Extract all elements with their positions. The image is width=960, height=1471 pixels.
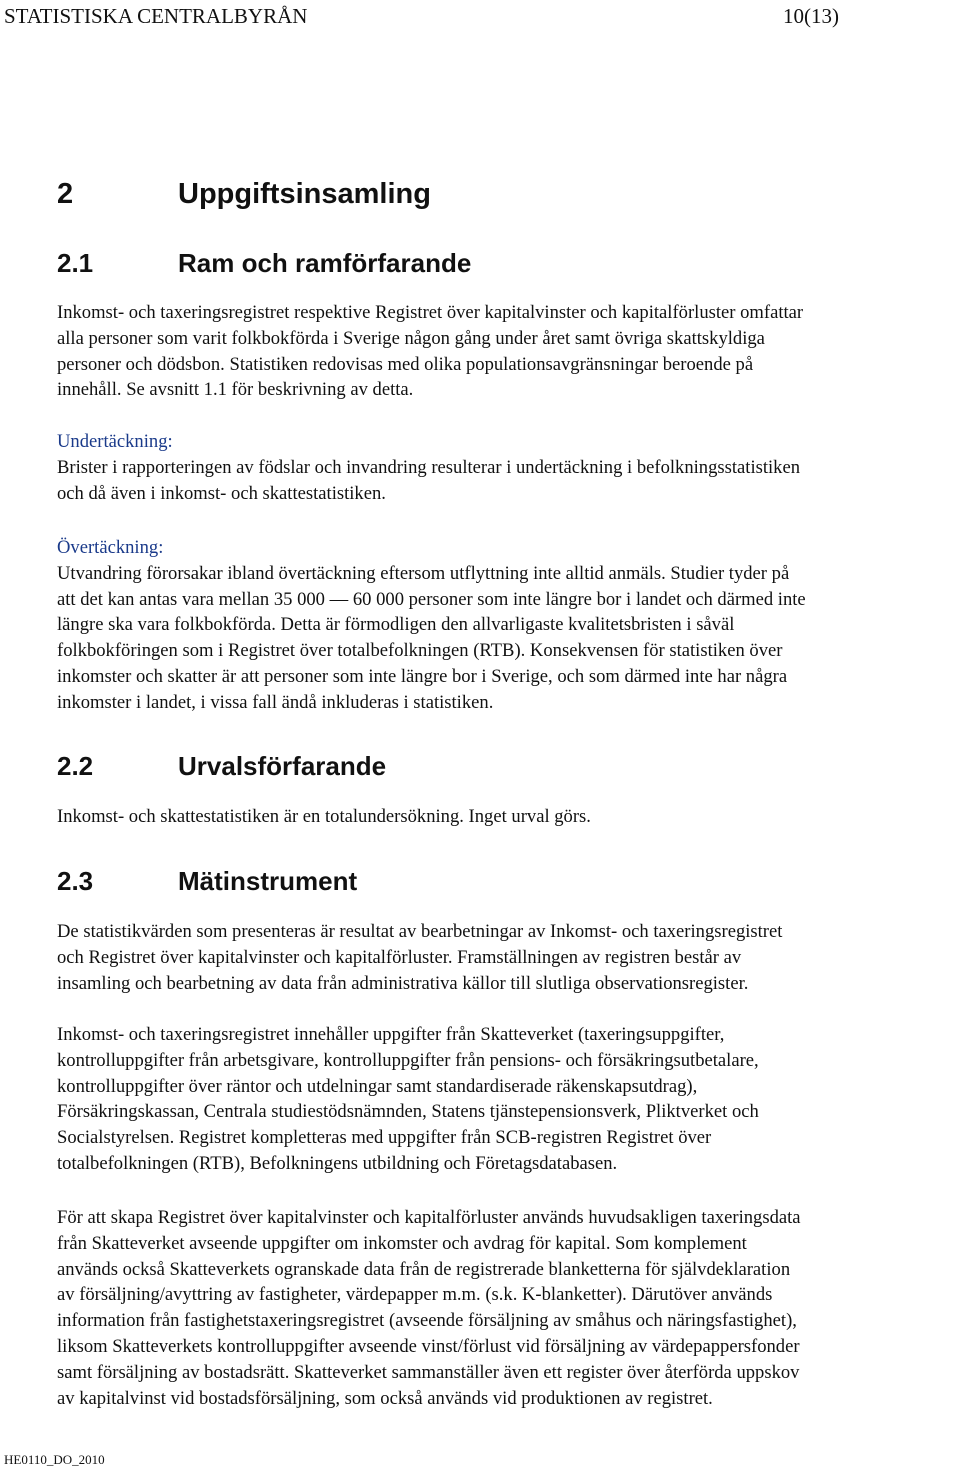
section-2-2-paragraph	[57, 804, 957, 830]
section-2-3-paragraph-3	[57, 1205, 957, 1411]
paragraph-line: av kapitalvinst vid bostadsförsäljning, som också används vid produktionen av registret.	[57, 1387, 713, 1409]
section-2-1-heading	[57, 248, 471, 279]
paragraph-line: av försäljning/avyttring av fastigheter, värdepapper m.m. (s.k. K-blanketter). Därutöver används	[57, 1284, 773, 1306]
overtackning-block	[57, 535, 957, 716]
section-2-2-number: 2.2	[57, 751, 94, 781]
paragraph-line: att det kan antas vara mellan 35 000 — 60 000 personer som inte längre bor i landet och därmed inte	[57, 588, 806, 610]
section-2-1-number: 2.1	[57, 248, 94, 278]
section-2-2-title: Urvalsförfarande	[178, 751, 387, 781]
section-2-heading	[57, 178, 431, 211]
paragraph-line: För att skapa Registret över kapitalvinster och kapitalförluster används huvudsakligen taxeringsdata	[57, 1207, 801, 1228]
section-2-number: 2	[57, 178, 74, 210]
paragraph-line: används också Skatteverkets ogranskade data från de registrerade blanketterna för självdeklaration	[57, 1258, 791, 1280]
document-code-footer: HE0110_DO_2010	[4, 1452, 105, 1467]
paragraph-line: Inkomst- och taxeringsregistret innehåller uppgifter från Skatteverket (taxeringsuppgifter,	[57, 1024, 725, 1045]
organization-header: STATISTISKA CENTRALBYRÅN	[4, 4, 308, 28]
paragraph-line: Försäkringskassan, Centrala studiestödsnämnden, Statens tjänstepensionsverk, Pliktverket och	[57, 1101, 759, 1123]
paragraph-line: Inkomst- och skattestatistiken är en totalundersökning. Inget urval görs.	[57, 806, 591, 827]
paragraph-line: samt försäljning av bostadsrätt. Skatteverket sammanställer även ett register över återförda uppskov	[57, 1361, 800, 1383]
paragraph-line: liksom Skatteverkets kontrolluppgifter avseende vinst/förlust vid försäljning av värdepappersfonder	[57, 1335, 800, 1357]
paragraph-line: från Skatteverket avseende uppgifter om inkomster och avdrag för kapital. Som komplement	[57, 1232, 747, 1254]
undertackning-block	[57, 429, 957, 506]
section-2-3-number: 2.3	[57, 866, 94, 896]
section-2-1-intro-paragraph	[57, 300, 957, 403]
paragraph-line: kontrolluppgifter över räntor och utdelningar samt standardiserade räkenskapsutdrag),	[57, 1075, 698, 1097]
paragraph-line: längre ska vara folkbokförda. Detta är förmodligen den allvarligaste kvalitetsbristen i såväl	[57, 614, 735, 636]
paragraph-line: De statistikvärden som presenteras är resultat av bearbetningar av Inkomst- och taxeringsregistret	[57, 921, 783, 942]
paragraph-line: Socialstyrelsen. Registret kompletteras med uppgifter från SCB-registren Registret över	[57, 1127, 712, 1149]
paragraph-line: Inkomst- och taxeringsregistret respektive Registret över kapitalvinster och kapitalförluster omfattar	[57, 302, 804, 323]
overtackning-label: Övertäckning:	[57, 537, 164, 558]
section-2-title: Uppgiftsinsamling	[178, 178, 431, 210]
section-2-2-heading	[57, 751, 386, 782]
section-2-3-title: Mätinstrument	[178, 866, 358, 896]
section-2-3-paragraph-1	[57, 919, 957, 996]
paragraph-line: insamling och bearbetning av data från administrativa källor till slutliga observationsregister.	[57, 972, 749, 994]
paragraph-line: folkbokföringen som i Registret över totalbefolkningen (RTB). Konsekvensen för statistiken över	[57, 640, 783, 662]
paragraph-line: Brister i rapporteringen av födslar och invandring resulterar i undertäckning i befolkningsstatistiken	[57, 456, 801, 478]
undertackning-label: Undertäckning:	[57, 431, 173, 452]
paragraph-line: och då även i inkomst- och skattestatistiken.	[57, 482, 386, 504]
paragraph-line: information från fastighetstaxeringsregistret (avseende försäljning av småhus och näringsfastighet),	[57, 1310, 797, 1332]
paragraph-line: totalbefolkningen (RTB), Befolkningens utbildning och Företagsdatabasen.	[57, 1152, 618, 1174]
paragraph-line: kontrolluppgifter från arbetsgivare, kontrolluppgifter från pensions- och försäkringsutbetalare,	[57, 1049, 759, 1071]
paragraph-line: Utvandring förorsakar ibland övertäckning eftersom utflyttning inte alltid anmäls. Studier tyder på	[57, 562, 790, 584]
section-2-1-title: Ram och ramförfarande	[178, 248, 472, 278]
paragraph-line: personer och dödsbon. Statistiken redovisas med olika populationsavgränsningar beroende på	[57, 353, 754, 375]
paragraph-line: inkomster i landet, i vissa fall ändå inkluderas i statistiken.	[57, 691, 494, 713]
page-number: 10(13)	[783, 4, 839, 28]
paragraph-line: inkomster och skatter är att personer som inte längre bor i Sverige, och som därmed inte har några	[57, 665, 788, 687]
section-2-3-paragraph-2	[57, 1022, 957, 1177]
paragraph-line: innehåll. Se avsnitt 1.1 för beskrivning av detta.	[57, 379, 414, 401]
section-2-3-heading	[57, 866, 357, 897]
paragraph-line: och Registret över kapitalvinster och kapitalförluster. Framställningen av registren består av	[57, 946, 742, 968]
paragraph-line: alla personer som varit folkbokförda i Sverige någon gång under året samt övriga skattskyldiga	[57, 327, 765, 349]
